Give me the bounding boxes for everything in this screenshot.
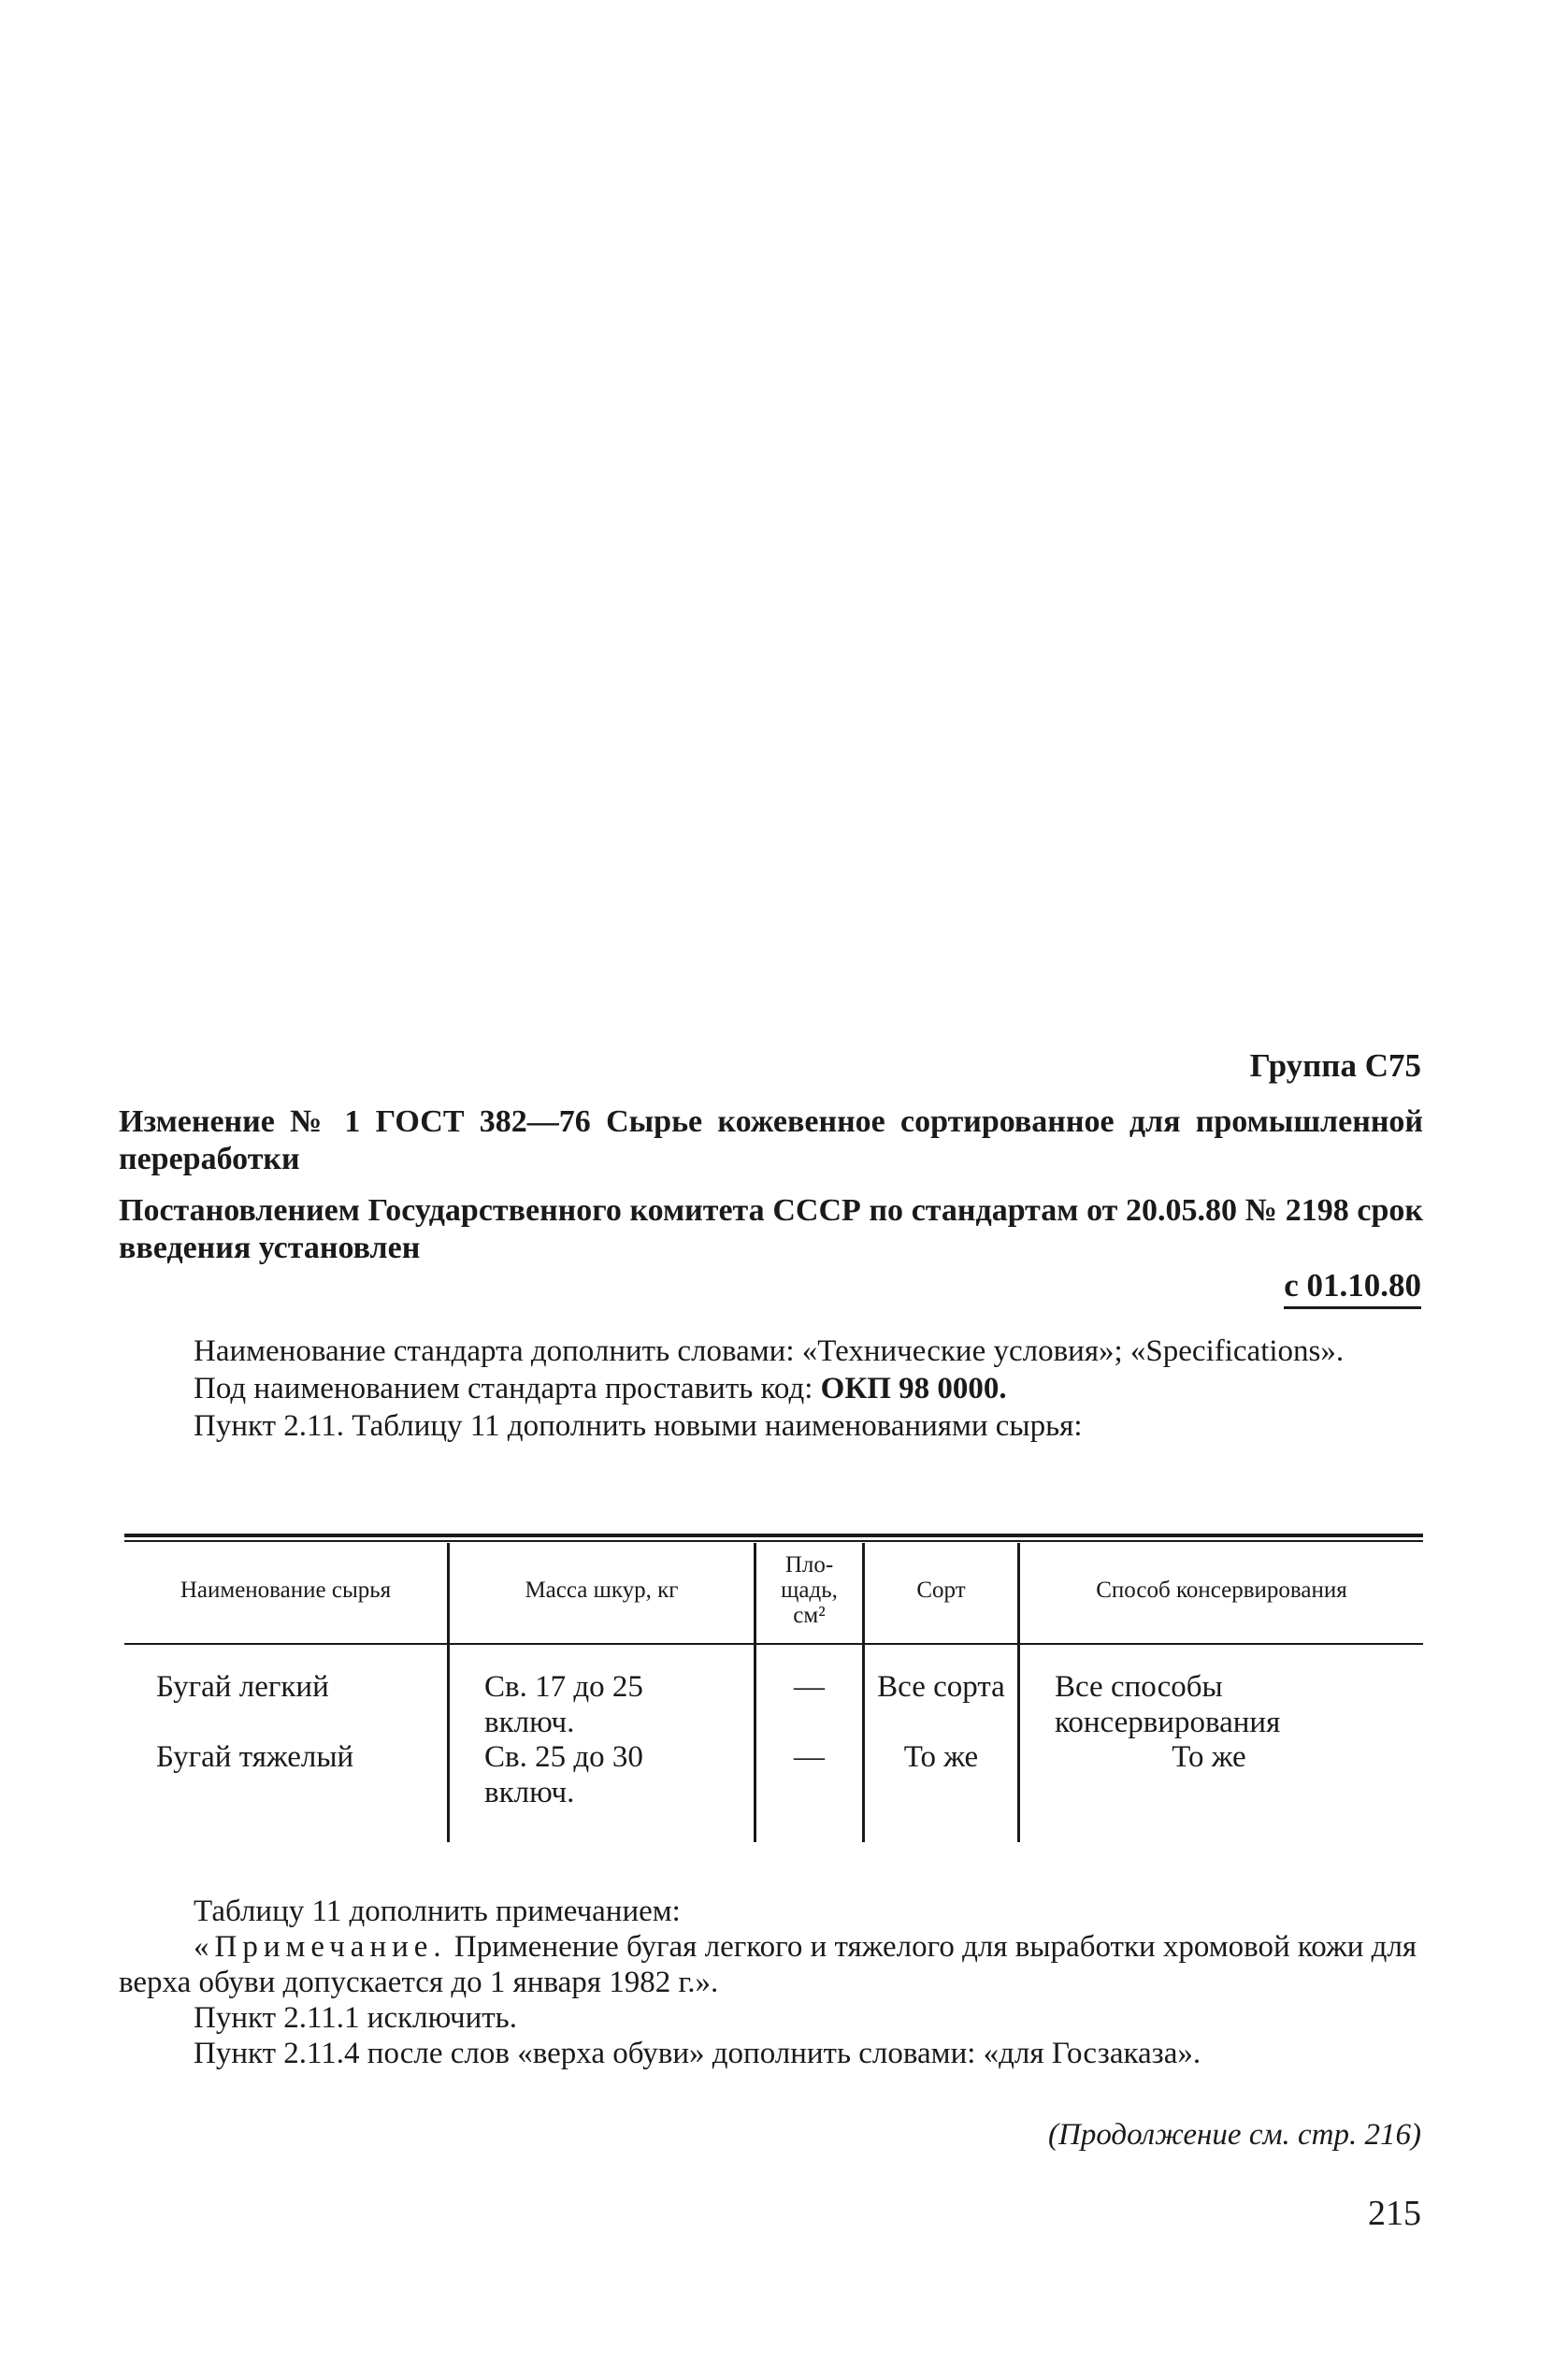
body-text [119, 1333, 1423, 1445]
note-exclude: Пункт 2.11.1 исключить. [194, 2001, 517, 2035]
table-cell-method: Все способы консервирования [1055, 1670, 1281, 1739]
header-area-line: щадь, [781, 1578, 838, 1603]
code-label: Под наименованием стандарта проставить код: [194, 1372, 821, 1405]
header-area [756, 1552, 862, 1628]
table-cell-mass: Св. 25 до 30 включ. [484, 1740, 643, 1809]
note-addition: Пункт 2.11.4 после слов «верха обуви» дополнить словами: «для Госзаказа». [194, 2037, 1201, 2070]
table-header-rule [124, 1643, 1423, 1645]
header-name: Наименование сырья [180, 1578, 392, 1603]
table-cell-area: — [794, 1670, 825, 1704]
note-remark [119, 1929, 1423, 2000]
amendment-title: Изменение № 1 ГОСТ 382—76 Сырье кожевенное сортированное для промышленной переработки [119, 1104, 1423, 1176]
okp-code: ОКП 98 0000. [820, 1372, 1007, 1405]
decree-text: Постановлением Государственного комитета СССР по стандартам от 20.05.80 № 2198 срок введения установлен [119, 1193, 1423, 1265]
effective-date: с 01.10.80 [1284, 1267, 1421, 1309]
table-cell-grade: Все сорта [877, 1670, 1005, 1704]
table-cell-area: — [794, 1740, 825, 1774]
table-cell-method: То же [1172, 1740, 1246, 1774]
table-top-rule-2 [124, 1540, 1423, 1542]
remark-text: Применение бугая легкого и тяжелого для выработки хромовой кожи для верха обуви допускается до 1 января 1982 г.». [119, 1930, 1417, 1999]
paragraph-table-intro: Пункт 2.11. Таблицу 11 дополнить новыми наименованиями сырья: [194, 1409, 1083, 1443]
page-number: 215 [1368, 2194, 1421, 2233]
continuation-note: (Продолжение см. стр. 216) [1048, 2118, 1421, 2152]
table-top-rule [124, 1534, 1423, 1537]
paragraph-name-addition: Наименование стандарта дополнить словами: «Технические условия»; «Specifications». [194, 1334, 1345, 1368]
column-divider [447, 1646, 450, 1842]
header-area-line: см² [793, 1603, 826, 1628]
header-grade: Сорт [916, 1578, 966, 1603]
header-method: Способ консервирования [1096, 1578, 1347, 1603]
note-table-addition: Таблицу 11 дополнить примечанием: [194, 1895, 681, 1928]
header-mass: Масса шкур, кг [525, 1578, 679, 1603]
remark-label: «Примечание. [194, 1930, 447, 1964]
table-cell-mass: Св. 17 до 25 включ. [484, 1670, 643, 1739]
effective-date-block [1284, 1267, 1421, 1304]
group-code: Группа С75 [1249, 1047, 1421, 1084]
header-area-line: Пло- [784, 1552, 834, 1578]
notes-block [119, 1894, 1423, 2071]
table-cell-grade: То же [903, 1740, 979, 1774]
table-cell-name: Бугай легкий [156, 1670, 329, 1704]
column-divider [1017, 1646, 1020, 1842]
table-cell-name: Бугай тяжелый [156, 1740, 354, 1774]
paragraph-code [119, 1370, 1423, 1407]
